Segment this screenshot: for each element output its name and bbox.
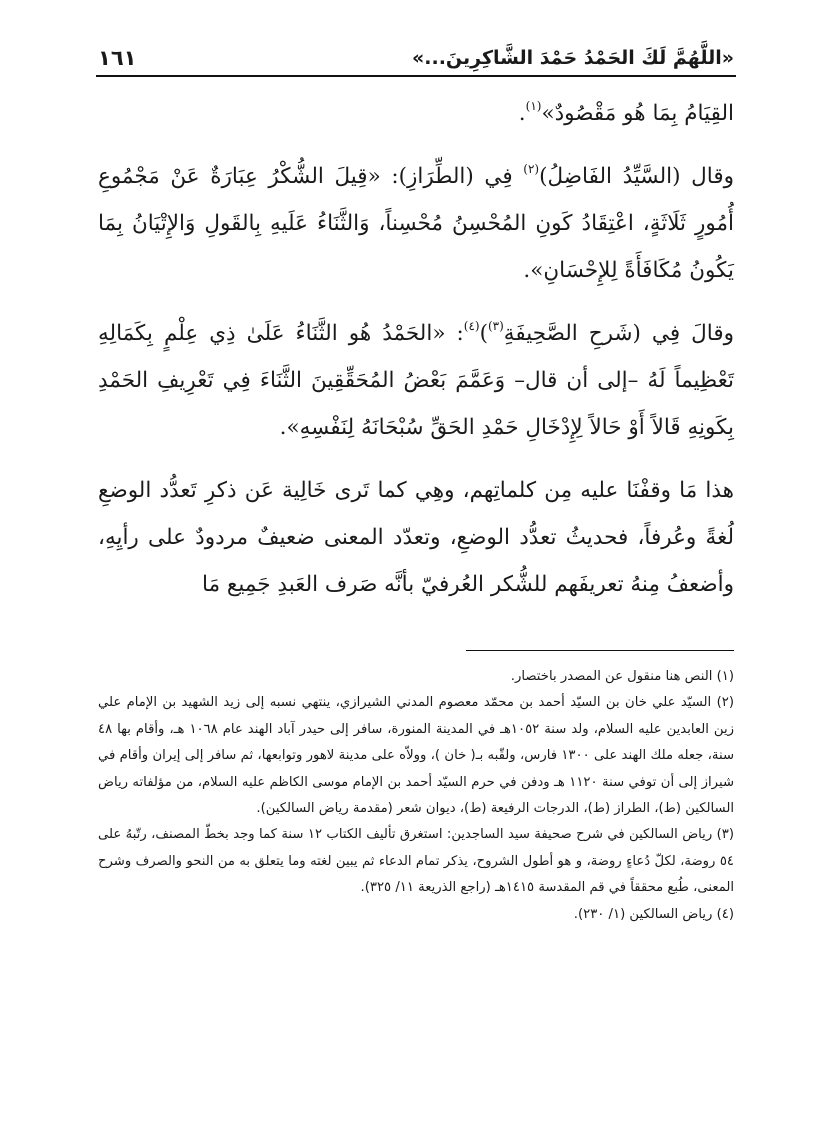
paragraph-2 xyxy=(98,153,734,294)
paragraph-2-text: فِي (الطِّرَازِ): «قِيلَ الشُّكْرُ عِبَارَةٌ عَنْ مَجْمُوعِ أُمُورٍ ثَلَاثَةٍ، اعْتِقَادُ كَونِ المُحْسِنُ مُحْسِناً، وَالثَّنَاءُ عَلَيهِ بِالقَولِ وَالإِتْيَانُ بِمَا يَكُونُ مُكَافَأَةً لِلإِحْسَانِ». xyxy=(98,164,734,283)
footnote-3: (٣) رياض السالكين في شرح صحيفة سيد الساجدين: استغرق تأليف الكتاب ١٢ سنة كما وجد بخطّ المصنف، رتّبهُ على ٥٤ روضة، لكلّ دُعاءٍ روضة، و هو أطول الشروح، يذكر تمام الدعاء ثم يبين لغته وما يتعلق به من النحو والصرف وشرح المعنى، طُبع محققاً في قم المقدسة ١٤١٥هـ (راجع الذريعة ١١/ ٣٢٥). xyxy=(98,827,735,896)
footnote-separator xyxy=(466,650,734,651)
footnote-2: (٢) السيّد علي خان بن السيّد أحمد بن محمّد معصوم المدني الشيرازي، ينتهي نسبه إلى زيد الشهيد بن الإمام علي زين العابدين عليه السلام، ولد سنة ١٠٥٢هـ في المدينة المنورة، سافر إلى حيدر آباد الهند عام ١٠٦٨ هـ، وأقام بها ٤٨ سنة، جعله ملك الهند على ١٣٠٠ فارس، ولقّبه بـ( خان )، وولاّه على مدينة لاهور وتوابعها، ثم سافر إلى إيران وأقام في شيراز إلى أن توفي سنة ١١٢٠ هـ ودفن في حرم السيّد أحمد بن الإمام موسى الكاظم عليه السلام، من مؤلفاته رياض السالكين (ط)، الطراز (ط)، الدرجات الرفيعة (ط)، ديوان شعر (مقدمة رياض السالكين). xyxy=(98,695,735,817)
footnote-ref-4: (٤) xyxy=(463,319,480,333)
paragraph-4: هذا مَا وقفْنَا عليه مِن كلماتِهم، وهِي كما تَرى خَالِية عَن ذكرِ تَعدُّد الوضعِ لُغةً وعُرفاً، فحديثُ تعدُّد الوضعِ، وتعدّد المعنى ضعيفٌ مردودٌ على رأيِهِ، وأضعفُ مِنهُ تعريفَهم للشُّكر العُرفيّ بأنَّه صَرف العَبدِ جَمِيع مَا xyxy=(98,478,734,597)
paragraph-3 xyxy=(98,310,734,451)
footnotes xyxy=(98,664,734,928)
paragraph-3-paren: ) xyxy=(479,321,488,346)
paragraph-2-lead: وقال (السَّيِّدُ الفَاضِلُ) xyxy=(539,164,734,189)
paragraph-1-end: . xyxy=(518,101,526,126)
running-title: «اللَّهُمَّ لَكَ الحَمْدُ حَمْدَ الشَّاكِرِينَ...» xyxy=(411,47,734,69)
footnote-1: (١) النص هنا منقول عن المصدر باختصار. xyxy=(510,669,734,684)
footnote-4: (٤) رياض السالكين (١/ ٢٣٠). xyxy=(573,906,734,922)
footnote-ref-1: (١) xyxy=(525,99,542,113)
paragraph-1-text: القِيَامُ بِمَا هُو مَقْصُودٌ» xyxy=(541,101,734,126)
footnote-ref-3: (٣) xyxy=(487,319,504,333)
paragraph-1 xyxy=(98,90,734,137)
main-text xyxy=(98,90,734,608)
running-header xyxy=(98,34,734,74)
paragraph-3-lead: وقالَ فِي (شَرحِ الصَّحِيفَةِ xyxy=(503,321,734,346)
paragraph-3-text: : «الحَمْدُ هُو الثَّنَاءُ عَلَىٰ ذِي عِلْمٍ بِكَمَالِهِ تَعْظِيماً لَهُ –إلى أن قال– وَعَمَّمَ بَعْضُ المُحَقِّقِينَ الثَّنَاءَ فِي تَعْرِيفِ الحَمْدِ بِكَونِهِ قَالاً أَوْ حَالاً لِإِدْخَالِ حَمْدِ الحَقِّ سُبْحَانَهُ لِنَفْسِهِ». xyxy=(98,321,734,440)
page-number: ١٦١ xyxy=(98,46,137,70)
footnote-ref-2: (٢) xyxy=(523,162,540,176)
header-rule xyxy=(96,75,736,77)
